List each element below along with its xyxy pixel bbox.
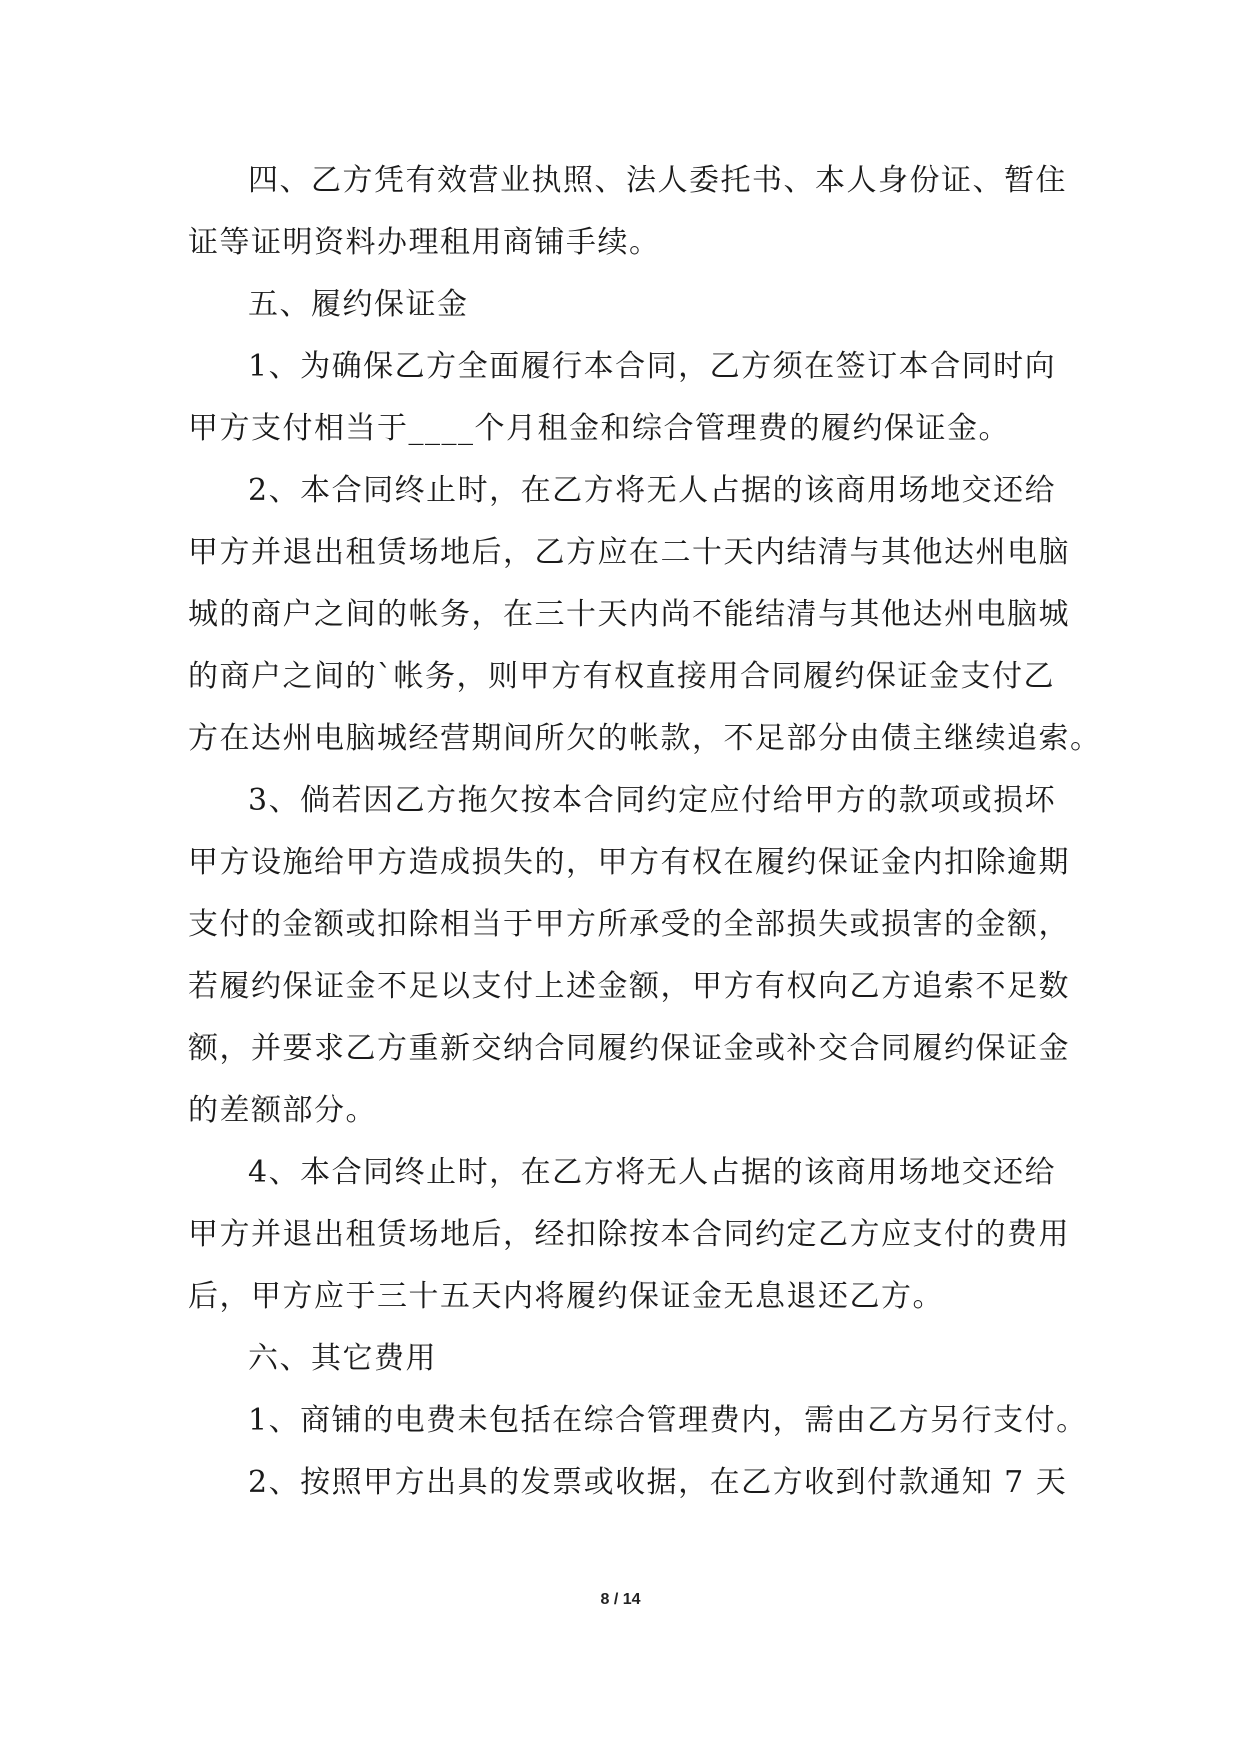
document-body <box>188 150 1102 1514</box>
text-line: 支付的金额或扣除相当于甲方所承受的全部损失或损害的金额， <box>188 907 1070 942</box>
text-line: 2、按照甲方出具的发票或收据，在乙方收到付款通知 7 天 <box>248 1465 1068 1500</box>
text-line: 的商户之间的`帐务，则甲方有权直接用合同履约保证金支付乙 <box>188 659 1055 694</box>
text-line: 甲方并退出租赁场地后，乙方应在二十天内结清与其他达州电脑 <box>188 535 1070 570</box>
text-line: 甲方设施给甲方造成损失的，甲方有权在履约保证金内扣除逾期 <box>188 845 1070 880</box>
text-line: 额，并要求乙方重新交纳合同履约保证金或补交合同履约保证金 <box>188 1031 1070 1066</box>
text-line: 的差额部分。 <box>188 1093 377 1128</box>
text-line: 方在达州电脑城经营期间所欠的帐款，不足部分由债主继续追索。 <box>188 721 1102 756</box>
text-line: 四、乙方凭有效营业执照、法人委托书、本人身份证、暂住 <box>248 163 1067 198</box>
text-line: 甲方并退出租赁场地后，经扣除按本合同约定乙方应支付的费用 <box>188 1217 1070 1252</box>
text-line: 甲方支付相当于____个月租金和综合管理费的履约保证金。 <box>188 411 1010 446</box>
text-line: 城的商户之间的帐务，在三十天内尚不能结清与其他达州电脑城 <box>188 597 1070 632</box>
text-line: 若履约保证金不足以支付上述金额，甲方有权向乙方追索不足数 <box>188 969 1070 1004</box>
text-line: 证等证明资料办理租用商铺手续。 <box>188 225 661 260</box>
text-line: 后，甲方应于三十五天内将履约保证金无息退还乙方。 <box>188 1279 944 1314</box>
text-line: 1、为确保乙方全面履行本合同，乙方须在签订本合同时向 <box>248 349 1057 384</box>
text-line: 1、商铺的电费未包括在综合管理费内，需由乙方另行支付。 <box>248 1403 1088 1438</box>
text-line: 3、倘若因乙方拖欠按本合同约定应付给甲方的款项或损坏 <box>248 783 1057 818</box>
section-heading: 六、其它费用 <box>248 1341 437 1376</box>
page-number: 8 / 14 <box>600 1591 641 1608</box>
text-line: 2、本合同终止时，在乙方将无人占据的该商用场地交还给 <box>248 473 1057 508</box>
section-heading: 五、履约保证金 <box>248 287 469 322</box>
text-line: 4、本合同终止时，在乙方将无人占据的该商用场地交还给 <box>248 1155 1057 1190</box>
